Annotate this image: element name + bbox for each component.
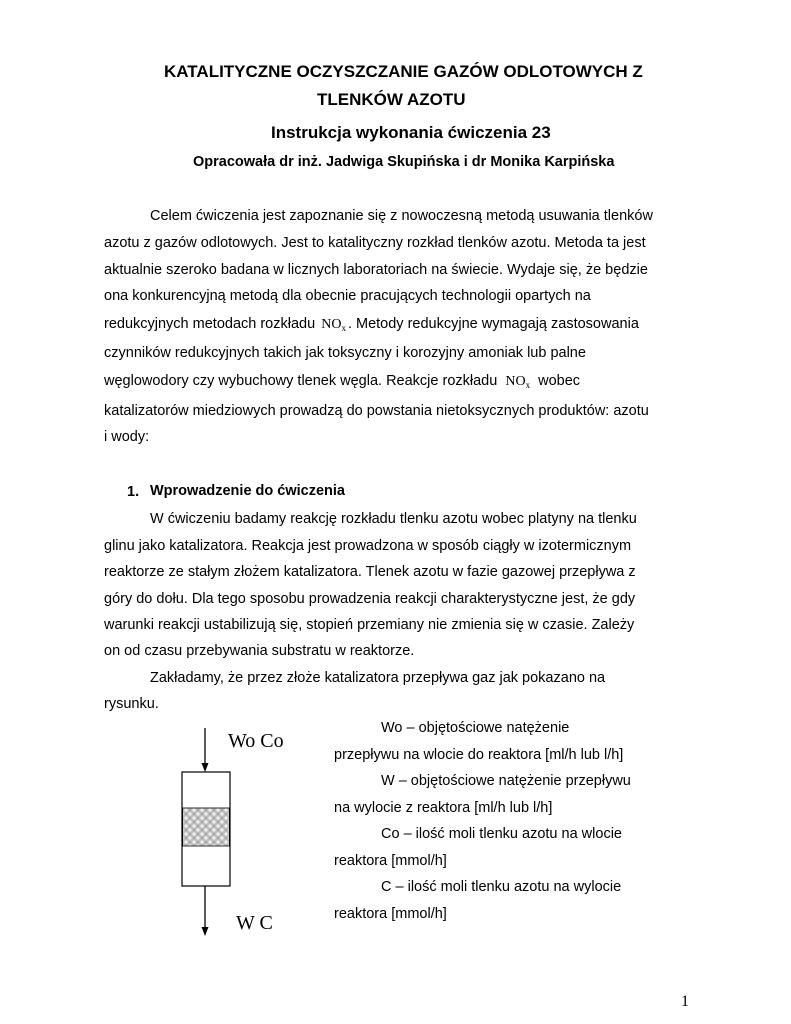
legend-line: reaktora [mmol/h] xyxy=(334,906,447,922)
inlet-label: Wo Co xyxy=(228,730,284,752)
intro-text: redukcyjnych metodach rozkładu xyxy=(104,316,316,332)
section-line: on od czasu przebywania substratu w reaktorze. xyxy=(104,643,415,659)
legend-line: W – objętościowe natężenie przepływu xyxy=(381,773,631,789)
section-line: góry do dołu. Dla tego sposobu prowadzenia reakcji charakterystyczne jest, że gdy xyxy=(104,591,636,607)
section-line: Zakładamy, że przez złoże katalizatora przepływa gaz jak pokazano na xyxy=(150,670,606,686)
catalyst-bed xyxy=(183,808,230,846)
title-line-1: KATALITYCZNE OCZYSZCZANIE GAZÓW ODLOTOWYCH Z xyxy=(164,62,643,81)
author-line: Opracowała dr inż. Jadwiga Skupińska i dr Monika Karpińska xyxy=(193,154,615,170)
section-line: reaktorze ze stałym złożem katalizatora. Tlenek azotu w fazie gazowej przepływa z xyxy=(104,564,636,580)
nox-formula: $NO_x$ xyxy=(505,374,531,390)
legend-line: reaktora [mmol/h] xyxy=(334,853,447,869)
intro-line: i wody: xyxy=(104,429,150,445)
intro-line: ona konkurencyjną metodą dla obecnie pracujących technologii opartych na xyxy=(104,288,591,304)
intro-text: wobec xyxy=(538,373,581,389)
section-line: W ćwiczeniu badamy reakcję rozkładu tlenku azotu wobec platyny na tlenku xyxy=(150,511,637,527)
intro-line xyxy=(104,373,580,390)
section-line: warunki reakcji ustabilizują się, stopień przemiany nie zmienia się w czasie. Zależy xyxy=(104,617,635,633)
outlet-label: W C xyxy=(236,912,273,934)
section-line: rysunku. xyxy=(104,696,159,712)
section-heading: Wprowadzenie do ćwiczenia xyxy=(150,483,345,499)
legend-line: przepływu na wlocie do reaktora [ml/h lub l/h] xyxy=(334,747,624,763)
legend-line: Wo – objętościowe natężenie xyxy=(381,720,570,736)
title-line-2: TLENKÓW AZOTU xyxy=(317,90,466,109)
legend-line: C – ilość moli tlenku azotu na wylocie xyxy=(381,879,622,895)
nox-formula: $NO_x$ xyxy=(321,317,346,333)
intro-line: azotu z gazów odlotowych. Jest to katalityczny rozkład tlenków azotu. Metoda ta jest xyxy=(104,235,646,251)
section-number: 1. xyxy=(127,484,140,500)
subtitle: Instrukcja wykonania ćwiczenia 23 xyxy=(271,123,551,142)
inlet-arrow xyxy=(202,728,209,772)
legend-line: Co – ilość moli tlenku azotu na wlocie xyxy=(381,826,622,842)
outlet-arrow xyxy=(202,886,209,936)
intro-line: czynników redukcyjnych takich jak toksyczny i korozyjny amoniak lub palne xyxy=(104,345,586,361)
intro-line: katalizatorów miedziowych prowadzą do powstania nietoksycznych produktów: azotu xyxy=(104,403,649,419)
intro-line xyxy=(104,316,639,333)
intro-text: węglowodory czy wybuchowy tlenek węgla. Reakcje rozkładu xyxy=(104,373,498,389)
intro-text: . Metody redukcyjne wymagają zastosowania xyxy=(347,316,639,332)
legend-line: na wylocie z reaktora [ml/h lub l/h] xyxy=(334,800,553,816)
section-line: glinu jako katalizatora. Reakcja jest prowadzona w sposób ciągły w izotermicznym xyxy=(104,538,632,554)
intro-line: aktualnie szeroko badana w licznych laboratoriach na świecie. Wydaje się, że będzie xyxy=(104,262,648,278)
page-number: 1 xyxy=(681,993,689,1010)
intro-line: Celem ćwiczenia jest zapoznanie się z nowoczesną metodą usuwania tlenków xyxy=(150,208,653,224)
